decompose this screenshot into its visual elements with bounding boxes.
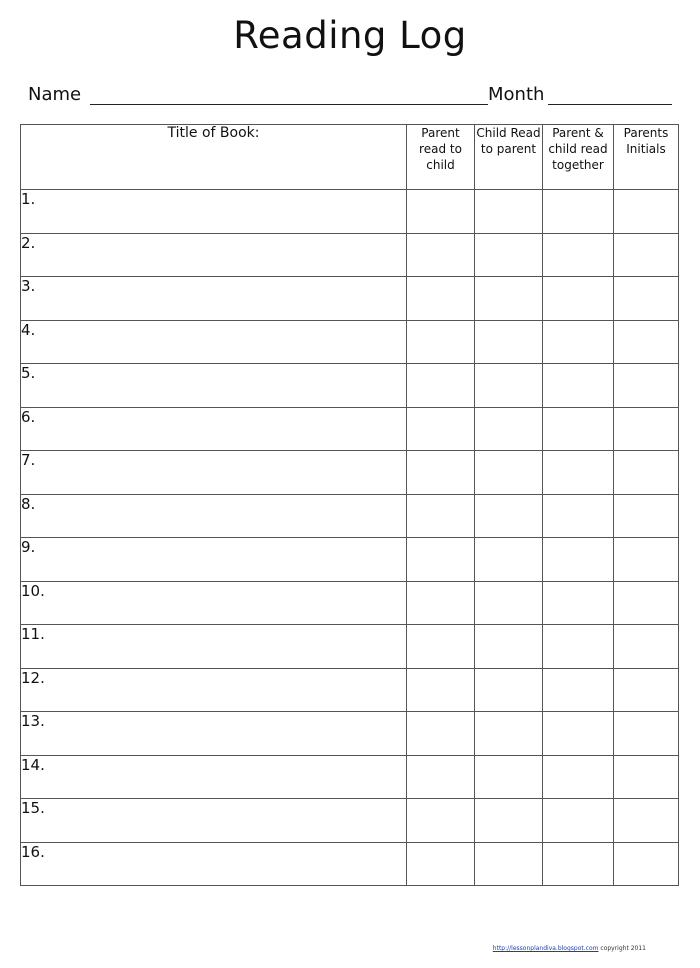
table-row [21, 625, 679, 669]
read-together-cell[interactable] [543, 451, 614, 495]
parents-initials-cell[interactable] [614, 233, 679, 277]
parent-read-to-child-cell[interactable] [407, 190, 475, 234]
child-read-to-parent-cell[interactable] [475, 233, 543, 277]
book-title-cell[interactable]: 13. [21, 712, 407, 756]
parents-initials-cell[interactable] [614, 581, 679, 625]
parents-initials-cell[interactable] [614, 538, 679, 582]
read-together-cell[interactable] [543, 755, 614, 799]
table-row [21, 277, 679, 321]
parent-read-to-child-cell[interactable] [407, 668, 475, 712]
child-read-to-parent-cell[interactable] [475, 581, 543, 625]
page-title: Reading Log [233, 14, 467, 57]
read-together-cell[interactable] [543, 320, 614, 364]
table-row [21, 364, 679, 408]
book-title-cell[interactable]: 6. [21, 407, 407, 451]
book-title-cell[interactable]: 12. [21, 668, 407, 712]
book-title-cell[interactable]: 16. [21, 842, 407, 886]
read-together-cell[interactable] [543, 712, 614, 756]
parents-initials-cell[interactable] [614, 451, 679, 495]
parent-read-to-child-cell[interactable] [407, 277, 475, 321]
book-title-cell[interactable]: 7. [21, 451, 407, 495]
child-read-to-parent-cell[interactable] [475, 494, 543, 538]
parent-read-to-child-cell[interactable] [407, 581, 475, 625]
book-title-cell[interactable]: 11. [21, 625, 407, 669]
table-row [21, 799, 679, 843]
book-title-cell[interactable]: 5. [21, 364, 407, 408]
parents-initials-cell[interactable] [614, 712, 679, 756]
book-title-cell[interactable]: 8. [21, 494, 407, 538]
read-together-cell[interactable] [543, 538, 614, 582]
parents-initials-cell[interactable] [614, 668, 679, 712]
read-together-cell[interactable] [543, 233, 614, 277]
parents-initials-cell[interactable] [614, 625, 679, 669]
parent-read-to-child-cell[interactable] [407, 320, 475, 364]
table-row [21, 190, 679, 234]
read-together-cell[interactable] [543, 364, 614, 408]
parents-initials-cell[interactable] [614, 190, 679, 234]
child-read-to-parent-cell[interactable] [475, 277, 543, 321]
month-blank-line[interactable] [548, 104, 672, 105]
table-row [21, 668, 679, 712]
parent-read-to-child-cell[interactable] [407, 233, 475, 277]
child-read-to-parent-cell[interactable] [475, 451, 543, 495]
parent-read-to-child-cell[interactable] [407, 451, 475, 495]
child-read-to-parent-cell[interactable] [475, 538, 543, 582]
header-title-of-book: Title of Book: [21, 125, 407, 190]
table-row [21, 407, 679, 451]
name-label: Name [28, 84, 82, 105]
parents-initials-cell[interactable] [614, 755, 679, 799]
child-read-to-parent-cell[interactable] [475, 712, 543, 756]
header-parents-initials: Parents Initials [614, 125, 679, 190]
child-read-to-parent-cell[interactable] [475, 668, 543, 712]
parent-read-to-child-cell[interactable] [407, 407, 475, 451]
parent-read-to-child-cell[interactable] [407, 799, 475, 843]
child-read-to-parent-cell[interactable] [475, 625, 543, 669]
table-row [21, 581, 679, 625]
table-row [21, 712, 679, 756]
read-together-cell[interactable] [543, 668, 614, 712]
book-title-cell[interactable]: 2. [21, 233, 407, 277]
header-parent-and-child-read-together: Parent & child read together [543, 125, 614, 190]
parent-read-to-child-cell[interactable] [407, 842, 475, 886]
child-read-to-parent-cell[interactable] [475, 407, 543, 451]
table-row [21, 451, 679, 495]
child-read-to-parent-cell[interactable] [475, 190, 543, 234]
book-title-cell[interactable]: 4. [21, 320, 407, 364]
read-together-cell[interactable] [543, 799, 614, 843]
parents-initials-cell[interactable] [614, 799, 679, 843]
child-read-to-parent-cell[interactable] [475, 842, 543, 886]
header-parent-read-to-child: Parent read to child [407, 125, 475, 190]
child-read-to-parent-cell[interactable] [475, 799, 543, 843]
name-blank-line[interactable] [90, 104, 488, 105]
book-title-cell[interactable]: 1. [21, 190, 407, 234]
child-read-to-parent-cell[interactable] [475, 320, 543, 364]
parent-read-to-child-cell[interactable] [407, 712, 475, 756]
table-row [21, 494, 679, 538]
footer-link[interactable]: http://lessonplandiva.blogspot.com [492, 945, 599, 952]
parents-initials-cell[interactable] [614, 277, 679, 321]
parents-initials-cell[interactable] [614, 364, 679, 408]
child-read-to-parent-cell[interactable] [475, 364, 543, 408]
table-row [21, 320, 679, 364]
read-together-cell[interactable] [543, 581, 614, 625]
read-together-cell[interactable] [543, 842, 614, 886]
read-together-cell[interactable] [543, 625, 614, 669]
table-row [21, 233, 679, 277]
read-together-cell[interactable] [543, 190, 614, 234]
book-title-cell[interactable]: 3. [21, 277, 407, 321]
table-row [21, 538, 679, 582]
parent-read-to-child-cell[interactable] [407, 538, 475, 582]
parent-read-to-child-cell[interactable] [407, 494, 475, 538]
parents-initials-cell[interactable] [614, 842, 679, 886]
month-label: Month [488, 84, 545, 105]
parents-initials-cell[interactable] [614, 407, 679, 451]
parents-initials-cell[interactable] [614, 320, 679, 364]
read-together-cell[interactable] [543, 494, 614, 538]
book-title-cell[interactable]: 14. [21, 755, 407, 799]
book-title-cell[interactable]: 9. [21, 538, 407, 582]
table-row [21, 755, 679, 799]
parent-read-to-child-cell[interactable] [407, 364, 475, 408]
read-together-cell[interactable] [543, 407, 614, 451]
parent-read-to-child-cell[interactable] [407, 755, 475, 799]
parent-read-to-child-cell[interactable] [407, 625, 475, 669]
table-row [21, 842, 679, 886]
header-child-read-to-parent: Child Read to parent [475, 125, 543, 190]
book-title-cell[interactable]: 15. [21, 799, 407, 843]
footer [493, 945, 646, 952]
read-together-cell[interactable] [543, 277, 614, 321]
child-read-to-parent-cell[interactable] [475, 755, 543, 799]
table-header-row [21, 125, 679, 190]
parents-initials-cell[interactable] [614, 494, 679, 538]
reading-log-table [20, 124, 679, 886]
footer-copyright: copyright 2011 [600, 945, 646, 952]
book-title-cell[interactable]: 10. [21, 581, 407, 625]
